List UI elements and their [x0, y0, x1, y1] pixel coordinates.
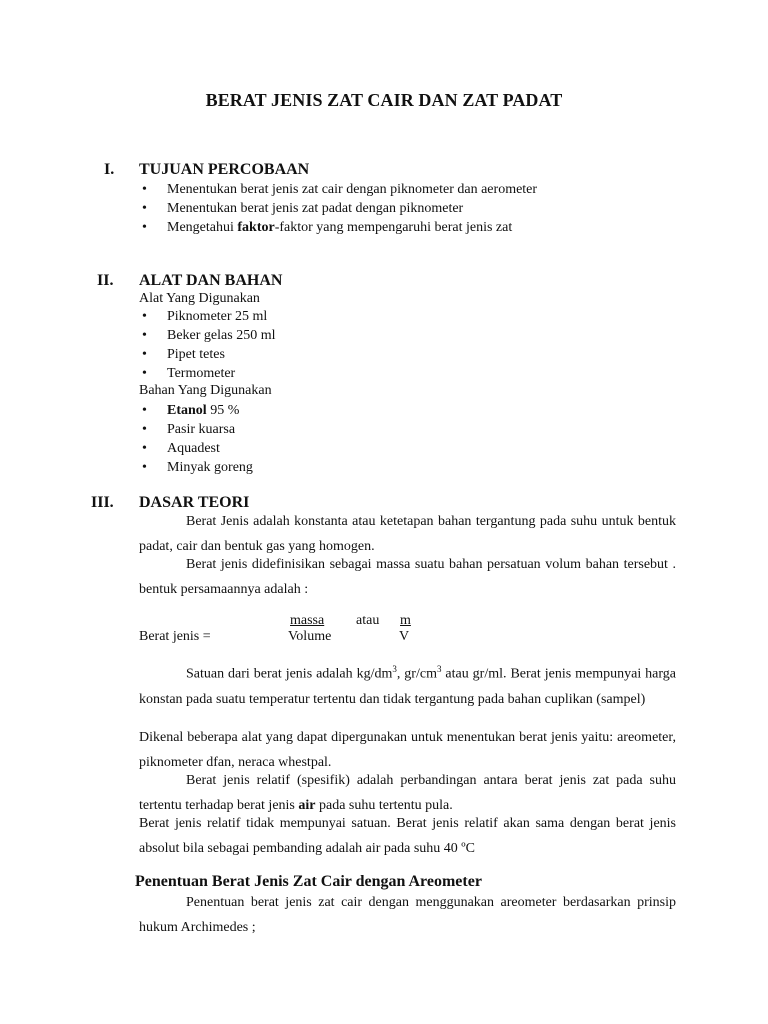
paragraph: Dikenal beberapa alat yang dapat dipergunakan untuk menentukan berat jenis yaitu: areometer, piknometer dfan, neraca whestpal. — [139, 730, 676, 770]
para-text: Berat jenis relatif (spesifik) adalah perbandingan antara berat jenis zat pada suhu tertentu terhadap berat jenis — [139, 773, 676, 813]
tools-label: Alat Yang Digunakan — [139, 291, 260, 306]
superscript: 3 — [436, 664, 442, 674]
list-item: • Beker gelas 250 ml — [139, 326, 275, 345]
list-item: • Menentukan berat jenis zat padat dengan piknometer — [139, 199, 537, 218]
list-item — [139, 218, 537, 237]
materials-list — [139, 401, 253, 477]
equation-denominator-volume: Volume — [288, 629, 332, 644]
para-text: , gr/cm — [396, 666, 437, 682]
equation-numerator-massa — [290, 613, 324, 629]
paragraph: Berat Jenis adalah konstanta atau ketetapan bahan tergantung pada suhu untuk bentuk padat, cair dan bentuk gas yang homogen. — [139, 514, 676, 554]
paragraph: Berat jenis didefinisikan sebagai massa suatu bahan persatuan volum bahan tersebut . bentuk persamaannya adalah : — [139, 557, 676, 597]
materials-label: Bahan Yang Digunakan — [139, 383, 272, 398]
equation-or: atau — [356, 613, 380, 628]
section-1-number: I. — [104, 161, 115, 178]
para-text: Satuan dari berat jenis adalah kg/dm — [186, 666, 393, 682]
list-item — [139, 401, 253, 420]
paragraph: Berat jenis relatif tidak mempunyai satuan. Berat jenis relatif akan sama dengan berat jenis absolut bila sebagai pembanding adalah air pada suhu 40 ºC — [139, 816, 676, 856]
section-3-heading: DASAR TEORI — [139, 494, 250, 511]
item-bold-text: Etanol — [167, 403, 207, 418]
objectives-list — [139, 180, 537, 237]
eq-text: m — [400, 613, 411, 628]
section-1-heading: TUJUAN PERCOBAAN — [139, 161, 310, 178]
item-text: -faktor yang mempengaruhi berat jenis zat — [274, 220, 513, 235]
section-2-heading: ALAT DAN BAHAN — [139, 272, 283, 289]
eq-text: massa — [290, 613, 325, 628]
list-item: • Pasir kuarsa — [139, 420, 253, 439]
item-text: 95 % — [206, 403, 240, 418]
paragraph: Penentuan berat jenis zat cair dengan menggunakan areometer berdasarkan prinsip hukum Archimedes ; — [139, 895, 676, 935]
para-text: atau gr/ml. Berat jenis mempunyai harga konstan pada suatu temperatur tertentu dan tidak tergantung pada bahan cuplikan (sampel) — [139, 666, 677, 707]
item-text: Mengetahui — [167, 220, 238, 235]
document-title: BERAT JENIS ZAT CAIR DAN ZAT PADAT — [205, 90, 563, 110]
paragraph — [139, 657, 676, 712]
list-item: • Menentukan berat jenis zat cair dengan piknometer dan aerometer — [139, 180, 537, 199]
list-item: • Aquadest — [139, 439, 253, 458]
equation-lhs: Berat jenis = — [139, 629, 211, 644]
equation-denominator-v: V — [399, 629, 410, 644]
list-item: • Minyak goreng — [139, 458, 253, 477]
para-bold-text: air — [298, 798, 316, 813]
section-2-number: II. — [97, 272, 114, 289]
list-item: • Pipet tetes — [139, 345, 275, 364]
tools-list — [139, 307, 275, 383]
para-text: pada suhu tertentu pula. — [315, 798, 453, 813]
equation-numerator-m — [396, 613, 411, 629]
list-item: • Termometer — [139, 364, 275, 383]
section-3-number: III. — [91, 494, 114, 511]
list-item: • Piknometer 25 ml — [139, 307, 275, 326]
subheading: Penentuan Berat Jenis Zat Cair dengan Areometer — [135, 873, 482, 890]
item-bold-text: faktor — [237, 220, 275, 235]
superscript: 3 — [392, 664, 397, 674]
